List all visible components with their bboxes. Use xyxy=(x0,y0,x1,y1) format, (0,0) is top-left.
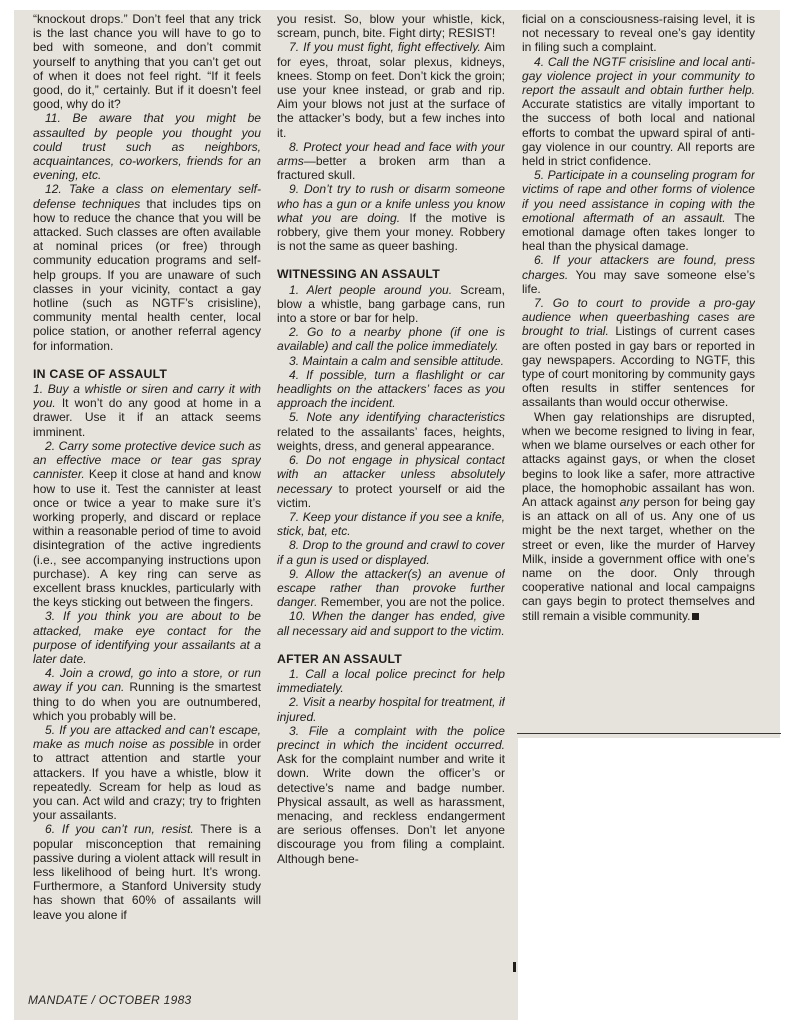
witness-item-6 xyxy=(277,453,505,510)
after-item-5 xyxy=(522,168,755,253)
end-mark-icon xyxy=(692,613,699,620)
assault-item-2-emphasis: 2. Carry some protective device such as an effective mace or tear gas spray cannister. xyxy=(33,438,261,482)
witness-item-8 xyxy=(277,538,505,566)
witness-item-6-emphasis: 6. Do not engage in physical contact with an attacker unless absolutely necessary xyxy=(277,453,505,496)
witness-item-8-emphasis: 8. Drop to the ground and crawl to cover if a gun is used or displayed. xyxy=(277,538,505,567)
assault-item-2 xyxy=(33,439,261,609)
tip-12-text: that includes tips on how to reduce the chance that you will be attacked. Such classes are often available at nominal prices (or free) through community education programs and self-help groups. If you are unaware of such classes in your vicinity, contact a gay hotline (such as NGTF’s crisisline), community mental health center, local police station, or another referral agency for information. xyxy=(33,196,261,353)
after-item-2 xyxy=(277,695,505,723)
witness-item-10 xyxy=(277,609,505,637)
column-2 xyxy=(277,12,505,866)
after-item-3-text: Ask for the complaint number and write it down. Write down the officer’s or detective’s name and badge number. Physical assault, as well as harassment, menacing, and reckless endangerment are serious offenses. Don’t let anyone discourage you from filing a complaint. Although bene- xyxy=(277,752,505,866)
witness-item-3 xyxy=(277,354,505,368)
after-item-6 xyxy=(522,253,755,296)
paragraph: you resist. So, blow your whistle, kick, scream, punch, bite. Fight dirty; RESIST! xyxy=(277,12,505,41)
witness-item-9-emphasis: 9. Allow the attacker(s) an avenue of escape rather than provoke further danger. xyxy=(277,566,505,610)
assault-item-1-emphasis: 1. Buy a whistle or siren and carry it with you. xyxy=(33,382,261,411)
assault-item-7 xyxy=(277,40,505,139)
witness-item-1-emphasis: 1. Alert people around you. xyxy=(289,282,453,297)
after-item-3-emphasis: 3. File a complaint with the police precinct in which the incident occurred. xyxy=(277,723,505,752)
assault-item-6-emphasis: 6. If you can’t run, resist. xyxy=(45,822,194,837)
section-heading-after-an-assault: AFTER AN ASSAULT xyxy=(277,651,403,666)
assault-item-9-text: If the motive is robbery, give them your money. Robbery is not the same as queer bashing. xyxy=(277,210,505,254)
assault-item-2-text: Keep it close at hand and know how to use it. Test the cannister at least once or twice a year to make sure it’s working properly, and discard or replace within a reasonable period of time to avoid disintegration of the active ingredients (i.e., see accompanying instructions upon purchase). A key ring can serve as excellent brass knuckles, particularly with the keys sticking out between the fingers. xyxy=(33,467,261,610)
after-item-7 xyxy=(522,296,755,410)
after-item-4 xyxy=(522,55,755,169)
assault-item-5 xyxy=(33,723,261,822)
paragraph: “knockout drops.” Don’t feel that any trick is the last chance you will have to go to bed with someone, and don’t commit yourself to anything that you can’t get out of when it does not feel right. “If it feels good, do it,” certainly. But if it doesn’t feel good, why do it? xyxy=(33,12,261,112)
assault-item-5-emphasis: 5. If you are attacked and can’t escape, make as much noise as possible xyxy=(33,722,261,752)
after-item-4-text: Accurate statistics are vitally important to the success of both local and national efforts to combat the upward spiral of anti-gay violence in our country. All reports are held in strict confidence. xyxy=(522,97,755,169)
witness-item-4-emphasis: 4. If possible, turn a flashlight or car headlights on the attackers’ faces as you approach the incident. xyxy=(277,367,505,411)
closing-text-b: person for being gay is an attack on all of us. Any one of us might be the next target, whether on the street or even, like the murder of Harvey Milk, inside a government office with one’s name on the door. Only through cooperative national and local campaigns can gays begin to protect themselves and still remain a visible community. xyxy=(522,494,755,623)
column-end-rule xyxy=(517,733,781,734)
closing-text-a: When gay relationships are disrupted, when we become resigned to living in fear, when we blame ourselves or each other for attacks against gays, or when the closet begins to look like a safer, more attractive place, the homophobic assailant has won. An attack against xyxy=(522,409,755,509)
closing-emphasis: any xyxy=(619,494,640,509)
witness-item-2 xyxy=(277,325,505,353)
after-item-4-emphasis: 4. Call the NGTF crisisline and local anti-gay violence project in your community to report the assault and obtain further help. xyxy=(522,54,755,98)
assault-item-3 xyxy=(33,609,261,666)
witness-item-5 xyxy=(277,410,505,453)
page-footer: MANDATE / OCTOBER 1983 xyxy=(28,993,192,1007)
tip-11-emphasis: 11. Be aware that you might be assaulted by people you thought you could trust such as neighbors, acquaintances, co-workers, friends for an evening, etc. xyxy=(33,111,261,183)
witness-item-1 xyxy=(277,283,505,326)
after-item-3 xyxy=(277,724,505,866)
column-1 xyxy=(33,12,261,922)
witness-item-7 xyxy=(277,510,505,538)
assault-item-1 xyxy=(33,382,261,439)
after-item-5-emphasis: 5. Participate in a counseling program for victims of rape and other forms of violence if you need assistance in coping with the emotional aftermath of an assault. xyxy=(522,168,755,225)
assault-item-8-text: —better a broken arm than a fractured skull. xyxy=(277,154,505,183)
paragraph: ficial on a consciousness-raising level, it is not necessary to reveal one’s gay identity in filing such a complaint. xyxy=(522,12,755,55)
witness-item-6-text: to protect yourself or aid the victim. xyxy=(277,481,505,510)
margin-mark-icon xyxy=(513,962,516,972)
assault-item-4-emphasis: 4. Join a crowd, go into a store, or run away if you can. xyxy=(33,666,261,695)
witness-item-10-emphasis: 10. When the danger has ended, give all necessary aid and support to the victim. xyxy=(277,609,505,638)
assault-item-3-emphasis: 3. If you think you are about to be attacked, make eye contact for the purpose of identifying your assailants at a later date. xyxy=(33,609,261,666)
tip-11 xyxy=(33,111,261,182)
after-item-5-text: The emotional damage often takes longer to heal than the physical damage. xyxy=(522,210,755,254)
after-item-7-emphasis: 7. Go to court to provide a pro-gay audience when queerbashing cases are brought to trial. xyxy=(522,296,755,339)
witness-item-7-emphasis: 7. Keep your distance if you see a knife, stick, bat, etc. xyxy=(277,509,505,539)
assault-item-9-emphasis: 9. Don’t try to rush or disarm someone who has a gun or a knife unless you know what you are doing. xyxy=(277,182,505,225)
after-item-2-emphasis: 2. Visit a nearby hospital for treatment, if injured. xyxy=(277,695,505,724)
assault-item-7-emphasis: 7. If you must fight, fight effectively. xyxy=(289,40,481,55)
witness-item-5-emphasis: 5. Note any identifying characteristics xyxy=(289,410,505,425)
assault-item-4 xyxy=(33,666,261,723)
witness-item-3-emphasis: 3. Maintain a calm and sensible attitude. xyxy=(289,353,504,368)
after-item-6-text: You may save someone else’s life. xyxy=(522,267,755,296)
assault-item-5-text: in order to attract attention and startle your attackers. If you have a whistle, blow it repeatedly. Scream for help as loud as you can. Act wild and crazy; try to frighten your assailants. xyxy=(33,737,261,823)
after-item-6-emphasis: 6. If your attackers are found, press charges. xyxy=(522,253,755,282)
after-item-1-emphasis: 1. Call a local police precinct for help immediately. xyxy=(277,666,505,696)
assault-item-4-text: Running is the smartest thing to do when you are outnumbered, which you probably will be. xyxy=(33,680,261,723)
witness-item-2-emphasis: 2. Go to a nearby phone (if one is available) and call the police immediately. xyxy=(277,325,505,354)
assault-item-6-text: There is a popular misconception that remaining passive during a violent attack will result in less likelihood of being hurt. It’s wrong. Furthermore, a Stanford University study has shown that 60% of assailants will leave you alone if xyxy=(33,822,261,922)
witness-item-4 xyxy=(277,368,505,411)
assault-item-8 xyxy=(277,140,505,183)
after-item-1 xyxy=(277,667,505,695)
section-heading-witnessing-an-assault: WITNESSING AN ASSAULT xyxy=(277,267,440,282)
assault-item-9 xyxy=(277,182,505,253)
assault-item-6 xyxy=(33,822,261,921)
assault-item-7-text: Aim for eyes, throat, solar plexus, kidneys, knees. Stomp on feet. Don’t kick the groin; use your knee instead, or grab and rip. Aim your blows not just at the surface of the attacker’s body, but a few inches into it. xyxy=(277,40,505,140)
column-3 xyxy=(522,12,755,623)
witness-item-9 xyxy=(277,567,505,610)
tip-12-emphasis: 12. Take a class on elementary self-defense techniques xyxy=(33,182,261,211)
after-item-7-text: Listings of current cases are often posted in gay bars or reported in gay newspapers. According to NGTF, this type of court monitoring by community gays often results in stiffer sentences for assailants than would occur otherwise. xyxy=(522,324,755,410)
tip-12 xyxy=(33,182,261,352)
witness-item-1-text: Scream, blow a whistle, bang garbage cans, run into a store or bar for help. xyxy=(277,282,505,326)
witness-item-9-text: Remember, you are not the police. xyxy=(317,595,505,610)
assault-item-8-emphasis: 8. Protect your head and face with your arms xyxy=(277,139,505,169)
closing-paragraph xyxy=(522,410,755,623)
assault-item-1-text: It won’t do any good at home in a drawer. Use it if an attack seems imminent. xyxy=(33,396,261,439)
witness-item-5-text: related to the assailants’ faces, heights, weights, dress, and general appearance. xyxy=(277,424,505,453)
section-heading-in-case-of-assault: IN CASE OF ASSAULT xyxy=(33,366,168,381)
